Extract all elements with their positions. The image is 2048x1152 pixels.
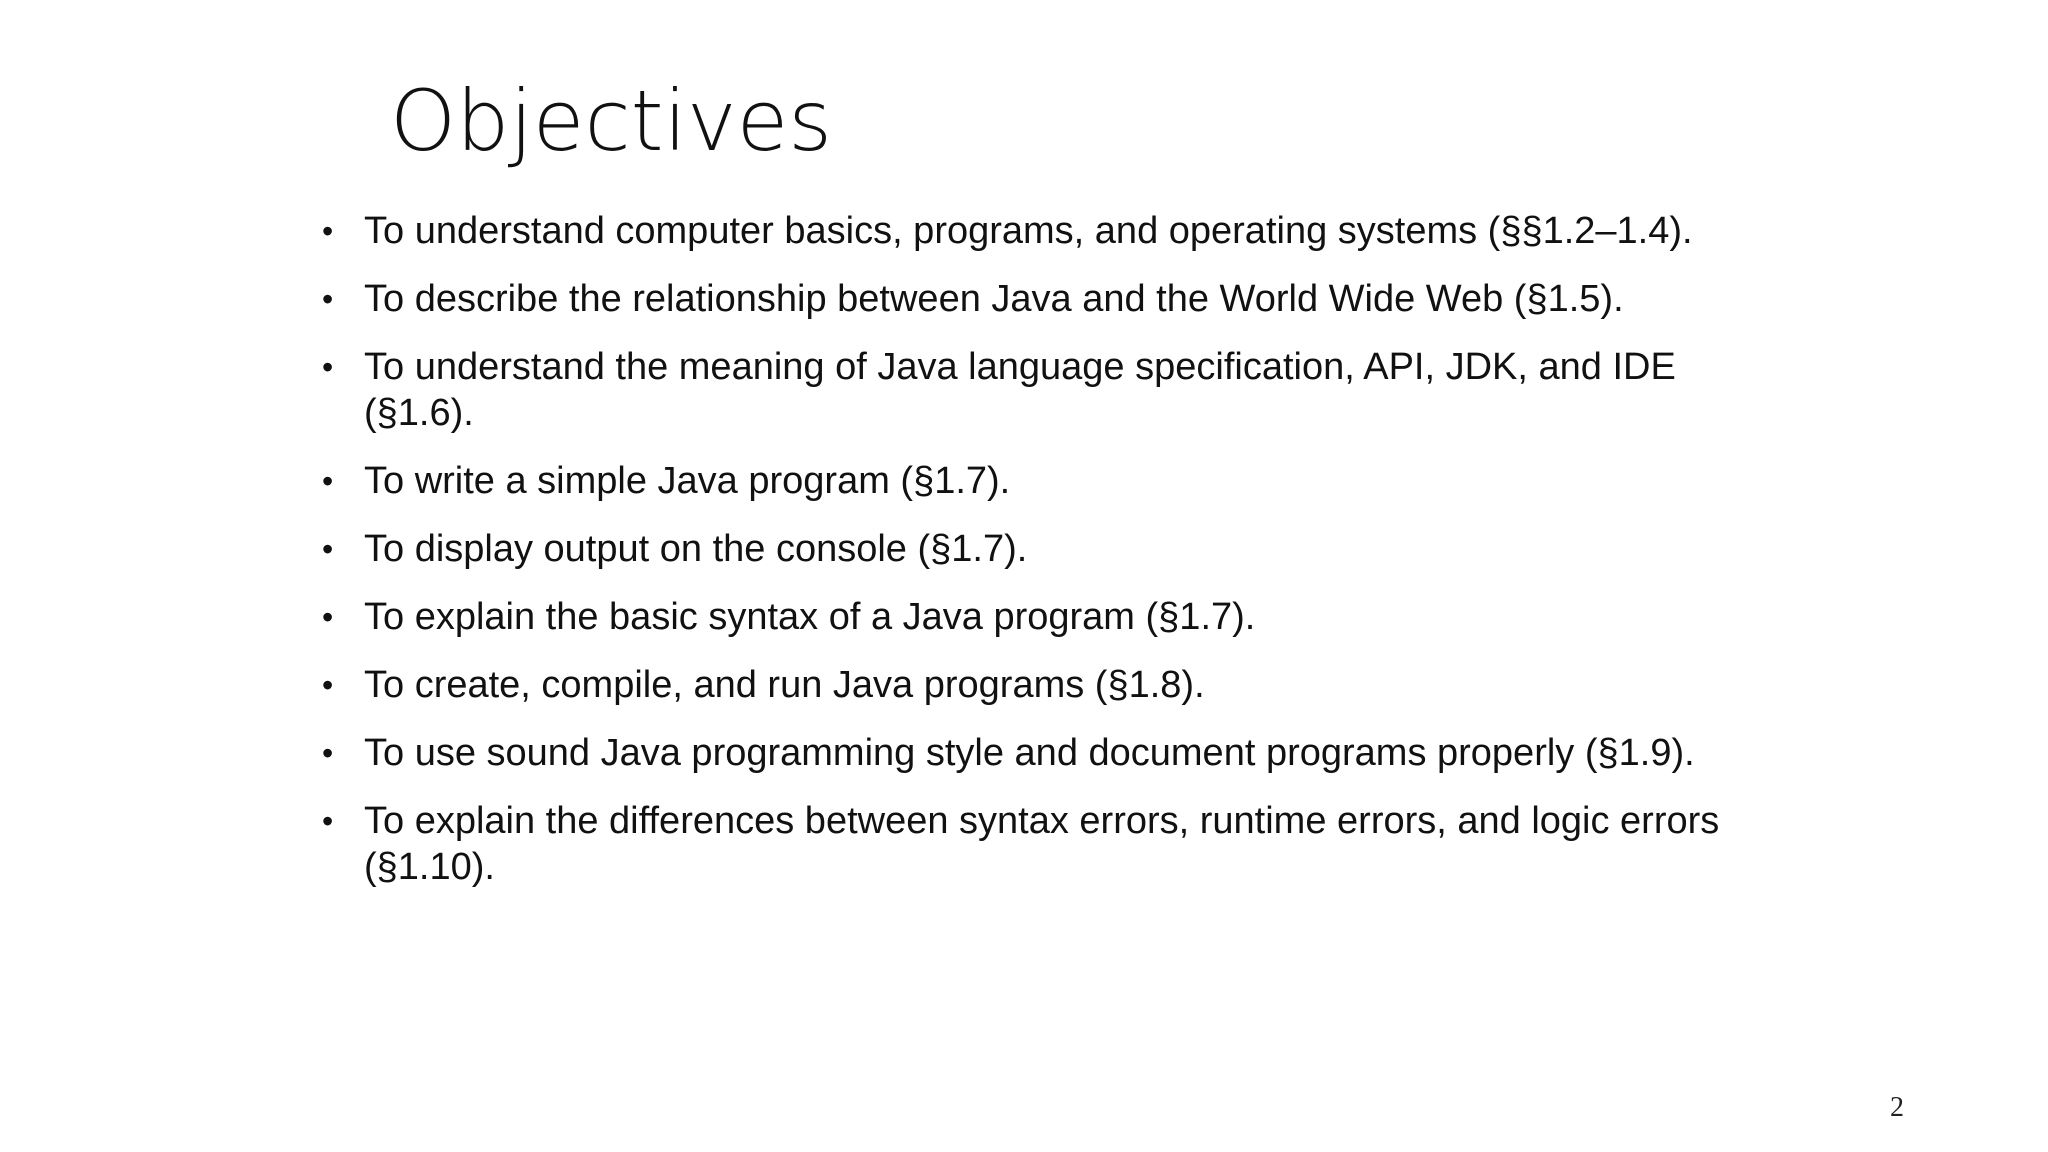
bullet-icon: • (322, 463, 334, 499)
objective-item (322, 208, 1762, 254)
bullet-icon: • (322, 599, 334, 635)
objective-item (322, 594, 1762, 640)
objective-item (322, 276, 1762, 322)
bullet-icon: • (322, 735, 334, 771)
page-number: 2 (1890, 1092, 1904, 1123)
bullet-icon: • (322, 667, 334, 703)
objective-item (322, 730, 1762, 776)
objective-text: To understand the meaning of Java language specification, API, JDK, and IDE (§1.6). (364, 346, 1676, 434)
objective-item (322, 662, 1762, 708)
objective-text: To display output on the console (§1.7). (364, 528, 1028, 570)
bullet-icon: • (322, 281, 334, 317)
objective-text: To use sound Java programming style and document programs properly (§1.9). (364, 732, 1695, 774)
objective-item (322, 798, 1762, 890)
bullet-icon: • (322, 349, 334, 385)
objective-text: To describe the relationship between Java and the World Wide Web (§1.5). (364, 278, 1624, 320)
objective-text: To write a simple Java program (§1.7). (364, 460, 1011, 502)
slide-title: Objectives (390, 72, 833, 170)
objective-item (322, 344, 1762, 436)
objective-text: To understand computer basics, programs, and operating systems (§§1.2–1.4). (364, 210, 1693, 252)
bullet-icon: • (322, 531, 334, 567)
objective-text: To explain the differences between syntax errors, runtime errors, and logic errors (§1.10). (364, 800, 1720, 888)
objectives-list (322, 208, 1762, 912)
objective-item (322, 526, 1762, 572)
objective-text: To explain the basic syntax of a Java program (§1.7). (364, 596, 1256, 638)
objective-item (322, 458, 1762, 504)
bullet-icon: • (322, 803, 334, 839)
objective-text: To create, compile, and run Java programs (§1.8). (364, 664, 1205, 706)
bullet-icon: • (322, 213, 334, 249)
